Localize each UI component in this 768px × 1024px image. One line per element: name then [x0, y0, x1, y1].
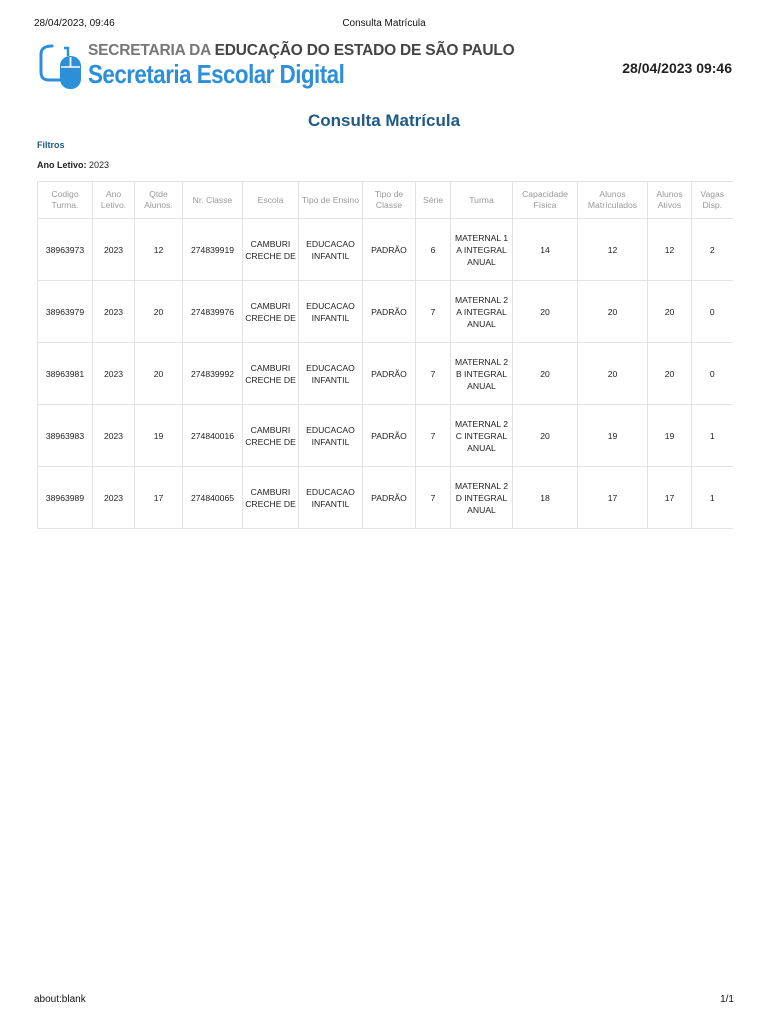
- table-cell: 2: [692, 219, 733, 281]
- column-header[interactable]: Tipo de Classe: [363, 182, 416, 219]
- table-cell: 38963973: [38, 219, 93, 281]
- table-cell: 20: [135, 343, 183, 405]
- sed-logo: [38, 42, 515, 94]
- table-cell: MATERNAL 2 B INTEGRAL ANUAL: [451, 343, 513, 405]
- table-cell: CAMBURI CRECHE DE: [243, 281, 299, 343]
- logo-app-name: Secretaria Escolar Digital: [88, 59, 345, 89]
- table-cell: 274839976: [183, 281, 243, 343]
- table-cell: EDUCACAO INFANTIL: [299, 467, 363, 529]
- table-cell: 17: [648, 467, 692, 529]
- table-cell: 20: [513, 281, 578, 343]
- column-header[interactable]: Série: [416, 182, 451, 219]
- column-header[interactable]: Ano Letivo.: [93, 182, 135, 219]
- table-cell: CAMBURI CRECHE DE: [243, 343, 299, 405]
- table-cell: 14: [513, 219, 578, 281]
- table-cell: 7: [416, 467, 451, 529]
- print-datetime: 28/04/2023, 09:46: [34, 18, 115, 29]
- table-cell: EDUCACAO INFANTIL: [299, 281, 363, 343]
- table-cell: 20: [648, 343, 692, 405]
- column-header[interactable]: Vagas Disp.: [692, 182, 733, 219]
- column-header[interactable]: Nr. Classe: [183, 182, 243, 219]
- page-title: Consulta Matrícula: [307, 111, 461, 130]
- table-cell: 20: [513, 405, 578, 467]
- table-cell: 7: [416, 281, 451, 343]
- table-cell: 1: [692, 467, 733, 529]
- table-row: [38, 467, 733, 529]
- table-cell: CAMBURI CRECHE DE: [243, 219, 299, 281]
- matricula-table: [37, 181, 733, 529]
- table-cell: 17: [135, 467, 183, 529]
- table-cell: PADRÃO: [363, 343, 416, 405]
- table-cell: 20: [648, 281, 692, 343]
- table-cell: 2023: [93, 405, 135, 467]
- mouse-icon: [38, 42, 88, 92]
- table-cell: CAMBURI CRECHE DE: [243, 405, 299, 467]
- table-cell: 2023: [93, 281, 135, 343]
- table-cell: 274840065: [183, 467, 243, 529]
- table-header-row: [38, 182, 733, 219]
- logo-org-rest: EDUCAÇÃO DO ESTADO DE SÃO PAULO: [214, 42, 515, 59]
- table-cell: MATERNAL 2 D INTEGRAL ANUAL: [451, 467, 513, 529]
- table-cell: 6: [416, 219, 451, 281]
- table-cell: 1: [692, 405, 733, 467]
- table-cell: PADRÃO: [363, 219, 416, 281]
- table-cell: 19: [135, 405, 183, 467]
- ano-letivo-value: 2023: [89, 160, 110, 170]
- table-cell: EDUCACAO INFANTIL: [299, 405, 363, 467]
- column-header[interactable]: Qtde Alunos.: [135, 182, 183, 219]
- table-cell: 38963983: [38, 405, 93, 467]
- table-cell: 38963981: [38, 343, 93, 405]
- table-cell: MATERNAL 2 A INTEGRAL ANUAL: [451, 281, 513, 343]
- column-header[interactable]: Escola: [243, 182, 299, 219]
- table-cell: 7: [416, 405, 451, 467]
- table-cell: 7: [416, 343, 451, 405]
- logo-org-name: [88, 42, 514, 60]
- table-cell: 38963989: [38, 467, 93, 529]
- column-header[interactable]: Codigo Turma.: [38, 182, 93, 219]
- column-header[interactable]: Capacidade Física: [513, 182, 578, 219]
- table-cell: 19: [648, 405, 692, 467]
- table-cell: MATERNAL 1 A INTEGRAL ANUAL: [451, 219, 513, 281]
- table-cell: 12: [578, 219, 648, 281]
- table-cell: 0: [692, 281, 733, 343]
- ano-letivo-label: Ano Letivo:: [37, 160, 87, 170]
- column-header[interactable]: Turma: [451, 182, 513, 219]
- column-header[interactable]: Tipo de Ensino: [299, 182, 363, 219]
- table-cell: 17: [578, 467, 648, 529]
- table-cell: 274840016: [183, 405, 243, 467]
- table-cell: PADRÃO: [363, 467, 416, 529]
- table-cell: CAMBURI CRECHE DE: [243, 467, 299, 529]
- table-row: [38, 343, 733, 405]
- table-cell: 0: [692, 343, 733, 405]
- logo-org-prefix: SECRETARIA DA: [88, 42, 215, 59]
- table-cell: MATERNAL 2 C INTEGRAL ANUAL: [451, 405, 513, 467]
- table-row: [38, 281, 733, 343]
- table-cell: 19: [578, 405, 648, 467]
- table-cell: 2023: [93, 343, 135, 405]
- table-row: [38, 219, 733, 281]
- table-cell: 274839992: [183, 343, 243, 405]
- filter-ano-letivo: [37, 160, 109, 170]
- table-cell: 12: [648, 219, 692, 281]
- column-header[interactable]: Alunos Matrículados: [578, 182, 648, 219]
- table-cell: 18: [513, 467, 578, 529]
- header-datetime: 28/04/2023 09:46: [622, 60, 732, 76]
- table-cell: 20: [578, 343, 648, 405]
- table-cell: 20: [135, 281, 183, 343]
- table-cell: 12: [135, 219, 183, 281]
- table-cell: 274839919: [183, 219, 243, 281]
- table-cell: EDUCACAO INFANTIL: [299, 343, 363, 405]
- print-title: Consulta Matrícula: [342, 18, 426, 29]
- filters-link[interactable]: Filtros: [37, 140, 65, 150]
- table-cell: 2023: [93, 219, 135, 281]
- print-page-number: 1/1: [720, 994, 734, 1005]
- table-cell: PADRÃO: [363, 405, 416, 467]
- table-cell: EDUCACAO INFANTIL: [299, 219, 363, 281]
- print-url: about:blank: [34, 994, 86, 1005]
- table-cell: 38963979: [38, 281, 93, 343]
- table-cell: 20: [578, 281, 648, 343]
- matricula-table-wrapper: [37, 181, 732, 529]
- column-header[interactable]: Alunos Ativos: [648, 182, 692, 219]
- table-row: [38, 405, 733, 467]
- table-cell: 2023: [93, 467, 135, 529]
- table-cell: PADRÃO: [363, 281, 416, 343]
- table-cell: 20: [513, 343, 578, 405]
